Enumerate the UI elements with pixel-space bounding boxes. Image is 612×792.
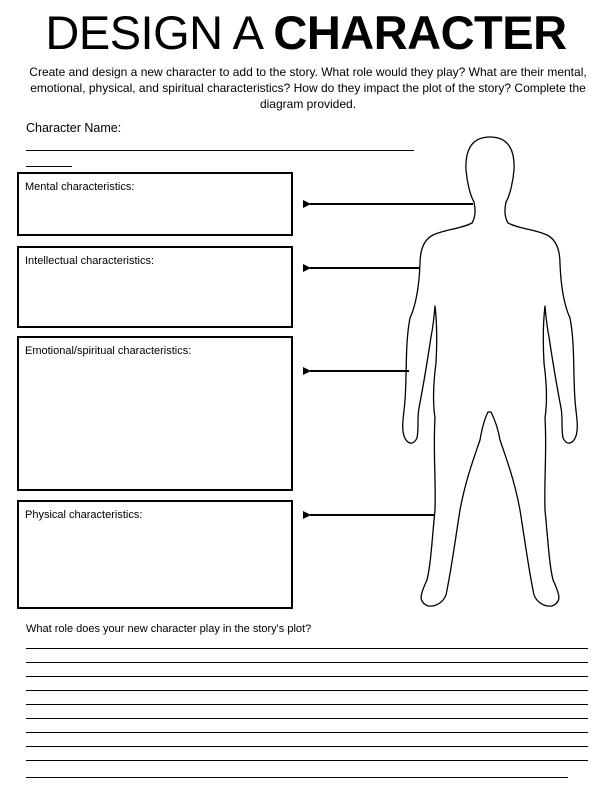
answer-line[interactable]: [26, 676, 588, 677]
mental-characteristics-label: Mental characteristics:: [25, 181, 135, 193]
answer-line[interactable]: [26, 732, 588, 733]
emotional-spiritual-characteristics-label: Emotional/spiritual characteristics:: [25, 345, 192, 357]
answer-line[interactable]: [26, 746, 588, 747]
answer-line[interactable]: [26, 777, 568, 778]
human-silhouette: [403, 137, 578, 606]
intellectual-characteristics-label: Intellectual characteristics:: [25, 255, 154, 267]
physical-characteristics-label: Physical characteristics:: [25, 509, 143, 521]
answer-line[interactable]: [26, 760, 588, 761]
title-light: DESIGN A: [45, 6, 261, 59]
answer-line[interactable]: [26, 704, 588, 705]
answer-line[interactable]: [26, 648, 588, 649]
answer-line[interactable]: [26, 690, 588, 691]
instructions: Create and design a new character to add to the story. What role would they play? What are their mental, emotional, physical, and spiritual characteristics? How do they impact the plot of the story? Complete the diagram provided.: [29, 65, 587, 111]
plot-role-question: What role does your new character play in the story's plot?: [26, 623, 312, 635]
answer-line[interactable]: [26, 718, 588, 719]
answer-line[interactable]: [26, 662, 588, 663]
title-bold: CHARACTER: [273, 6, 567, 59]
character-name-label: Character Name:: [26, 121, 122, 135]
